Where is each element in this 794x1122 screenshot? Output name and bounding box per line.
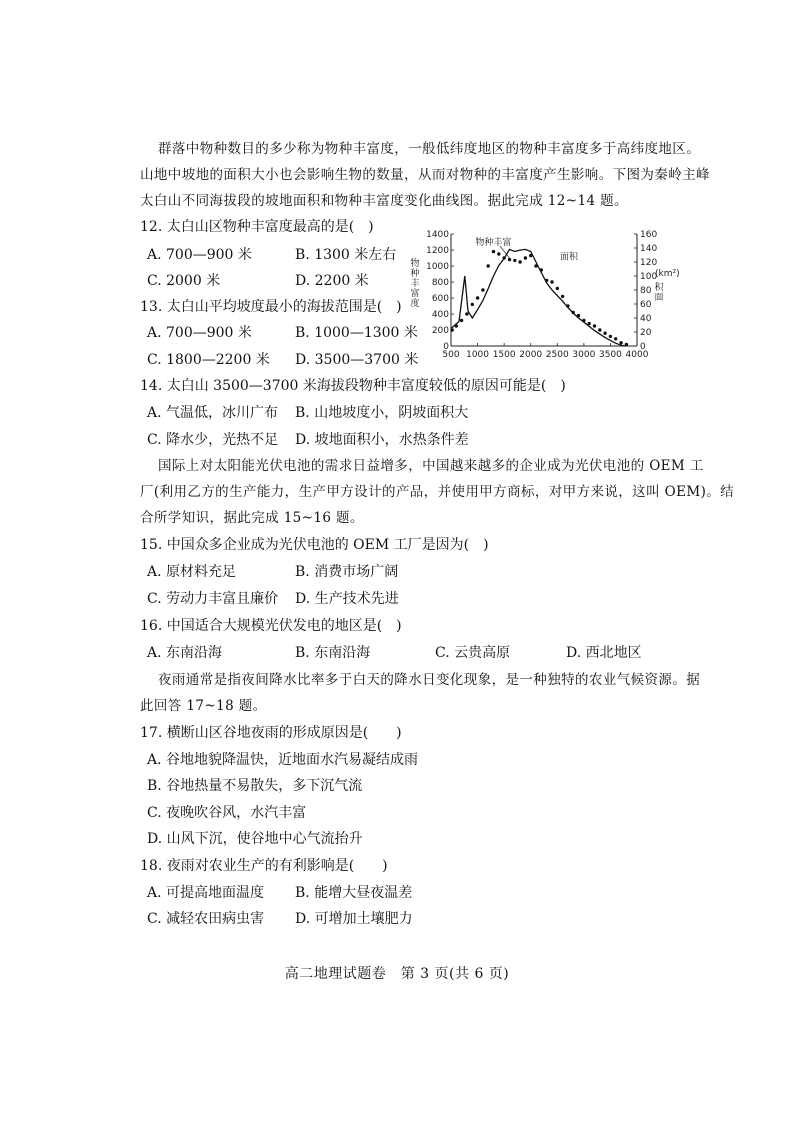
- left-tick-label: 200: [431, 326, 449, 336]
- species-richness-point: [518, 260, 521, 263]
- option-c: C. 降水少，光热不足: [147, 432, 279, 448]
- species-richness-point: [481, 288, 484, 291]
- species-richness-point: [598, 328, 601, 331]
- option-d: D. 生产技术先进: [295, 591, 399, 607]
- species-richness-point: [476, 296, 479, 299]
- option-c: C. 1800—2200 米: [147, 352, 270, 368]
- question-stem: 12. 太白山区物种丰富度最高的是( ): [140, 219, 374, 235]
- question-stem: 13. 太白山平均坡度最小的海拔范围是( ): [140, 299, 402, 315]
- option-b: B. 1300 米左右: [295, 247, 397, 263]
- question-stem: 17. 横断山区谷地夜雨的形成原因是( ): [140, 725, 402, 741]
- species-series-label: 物种丰富: [475, 238, 512, 248]
- species-richness-point: [497, 252, 500, 255]
- intro2-line-3: 合所学知识，据此完成 15~16 题。: [140, 510, 364, 526]
- question-stem: 16. 中国适合大规模光伏发电的地区是( ): [140, 618, 402, 634]
- option-d: D. 2200 米: [295, 273, 369, 289]
- right-tick-label: 40: [640, 314, 652, 324]
- right-tick-label: 80: [640, 286, 652, 296]
- species-richness-point: [556, 287, 559, 290]
- left-tick-label: 800: [431, 278, 449, 288]
- option-b: B. 山地坡度小，阴坡面积大: [295, 405, 469, 421]
- right-tick-label: 100: [640, 272, 658, 282]
- intro1-line-2: 山地中坡地的面积大小也会影响生物的数量，从而对物种的丰富度产生影响。下图为秦岭主峰: [140, 167, 710, 183]
- intro1-line-1: 群落中物种数目的多少称为物种丰富度，一般低纬度地区的物种丰富度多于高纬度地区。: [158, 141, 701, 157]
- species-richness-point: [471, 303, 474, 306]
- left-axis-label-char: 度: [410, 299, 420, 309]
- option-b: B. 谷地热量不易散失，多下沉气流: [147, 778, 363, 794]
- intro1-line-3: 太白山不同海拔段的坡地面积和物种丰富度变化曲线图。据此完成 12~14 题。: [140, 193, 628, 209]
- x-tick-label: 2500: [545, 350, 569, 360]
- option-c: C. 2000 米: [147, 273, 221, 289]
- area-series-label: 面积: [559, 252, 578, 263]
- left-tick-label: 1000: [426, 262, 449, 272]
- right-tick-label: 0: [640, 342, 646, 352]
- left-tick-label: 1200: [426, 246, 449, 256]
- species-richness-point: [609, 335, 612, 338]
- intro3-line-2: 此回答 17~18 题。: [140, 698, 267, 714]
- option-b: B. 东南沿海: [295, 645, 371, 661]
- option-b: B. 能增大昼夜温差: [295, 885, 413, 901]
- species-richness-point: [450, 328, 453, 331]
- species-richness-point: [524, 256, 527, 259]
- species-richness-point: [465, 312, 468, 315]
- species-richness-point: [561, 295, 564, 298]
- option-b: B. 消费市场广阔: [295, 564, 399, 580]
- species-richness-point: [614, 337, 617, 340]
- x-tick-label: 2000: [519, 350, 543, 360]
- option-b: B. 1000—1300 米: [295, 325, 418, 341]
- intro2-line-1: 国际上对太阳能光伏电池的需求日益增多，中国越来越多的企业成为光伏电池的 OEM 工: [158, 458, 704, 474]
- page-footer: 高二地理试题卷 第 3 页(共 6 页): [284, 966, 510, 982]
- option-a: A. 东南沿海: [147, 645, 223, 661]
- option-c: C. 夜晚吹谷风，水汽丰富: [147, 805, 307, 821]
- right-tick-label: 120: [640, 258, 658, 268]
- right-tick-label: 60: [640, 300, 652, 310]
- x-tick-label: 1500: [492, 350, 516, 360]
- left-axis-label-char: 物: [410, 259, 420, 269]
- intro2-line-2: 厂(利用乙方的生产能力，生产甲方设计的产品，并使用甲方商标，对甲方来说，这叫 OEM)。结: [140, 484, 735, 500]
- species-richness-point: [492, 250, 495, 253]
- question-stem: 15. 中国众多企业成为光伏电池的 OEM 工厂是因为( ): [140, 537, 489, 553]
- left-axis-label-char: 种: [410, 269, 420, 279]
- right-tick-label: 160: [640, 230, 658, 240]
- right-tick-label: 140: [640, 244, 658, 254]
- species-richness-point: [508, 258, 511, 261]
- option-d: D. 西北地区: [566, 645, 642, 661]
- left-axis-label-char: 富: [410, 289, 420, 299]
- option-d: D. 3500—3700 米: [295, 352, 419, 368]
- species-richness-point: [460, 319, 463, 322]
- left-axis-label-char: 丰: [410, 279, 420, 289]
- species-richness-point: [513, 259, 516, 262]
- species-richness-point: [487, 264, 490, 267]
- altitude-species-area-chart: [410, 226, 680, 366]
- x-tick-label: 3500: [598, 350, 622, 360]
- option-c: C. 劳动力丰富且廉价: [147, 591, 279, 607]
- species-richness-point: [593, 324, 596, 327]
- x-tick-label: 1000: [466, 350, 490, 360]
- left-tick-label: 600: [431, 294, 449, 304]
- right-tick-label: 20: [640, 328, 652, 338]
- option-a: A. 可提高地面温度: [147, 885, 265, 901]
- option-a: A. 700—900 米: [147, 325, 252, 341]
- species-richness-point: [550, 280, 553, 283]
- left-tick-label: 400: [431, 310, 449, 320]
- left-tick-label: 0: [443, 342, 449, 352]
- x-tick-label: 500: [442, 350, 460, 360]
- x-tick-label: 3000: [572, 350, 596, 360]
- right-axis-unit: (km²): [655, 269, 680, 279]
- right-axis-label-char: 面: [654, 293, 664, 303]
- right-axis-label-char: 积: [654, 283, 664, 293]
- option-d: D. 坡地面积小，水热条件差: [295, 432, 469, 448]
- species-richness-point: [619, 341, 622, 344]
- option-d: D. 可增加土壤肥力: [295, 911, 413, 927]
- intro3-line-1: 夜雨通常是指夜间降水比率多于白天的降水日变化现象，是一种独特的农业气候资源。据: [158, 672, 701, 688]
- option-a: A. 谷地地貌降温快，近地面水汽易凝结成雨: [147, 752, 419, 768]
- option-a: A. 气温低，冰川广布: [147, 405, 279, 421]
- option-a: A. 原材料充足: [147, 564, 237, 580]
- left-tick-label: 1400: [426, 230, 449, 240]
- species-richness-point: [603, 332, 606, 335]
- question-stem: 14. 太白山 3500—3700 米海拔段物种丰富度较低的原因可能是( ): [140, 378, 566, 394]
- question-stem: 18. 夜雨对农业生产的有利影响是( ): [140, 858, 388, 874]
- option-c: C. 云贵高原: [435, 645, 511, 661]
- option-a: A. 700—900 米: [147, 247, 252, 263]
- x-tick-label: 4000: [625, 350, 649, 360]
- option-d: D. 山风下沉，使谷地中心气流抬升: [147, 831, 363, 847]
- option-c: C. 减轻农田病虫害: [147, 911, 265, 927]
